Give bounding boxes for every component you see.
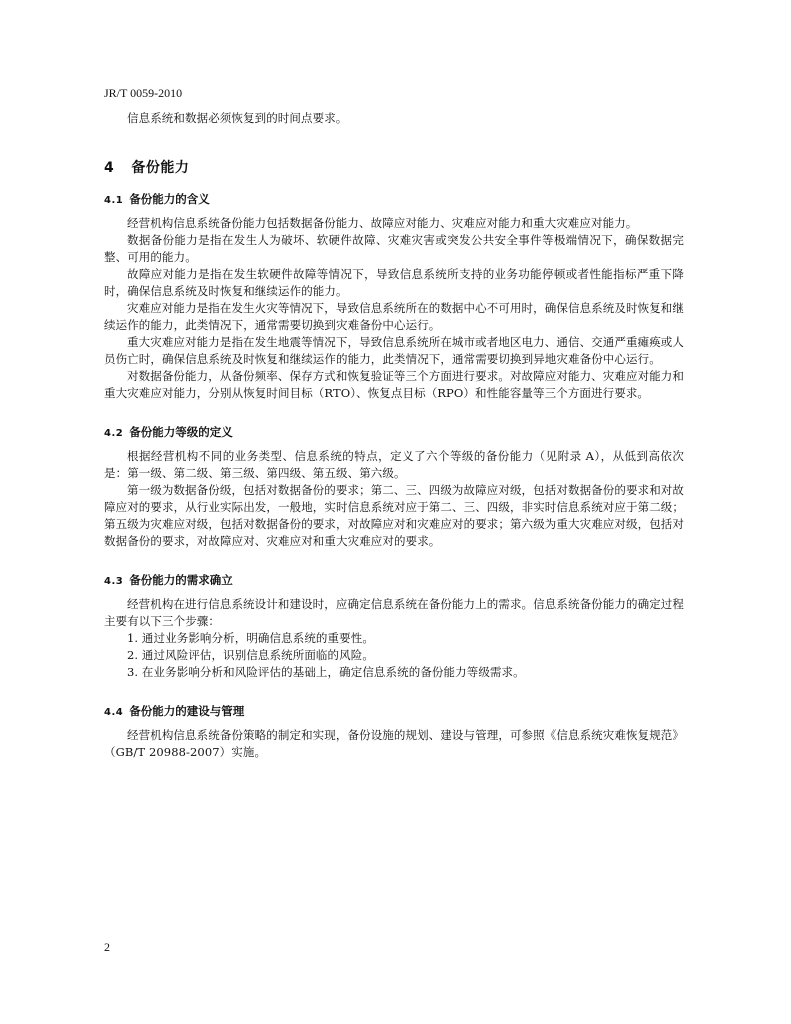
paragraph: 第一级为数据备份级，包括对数据备份的要求；第二、三、四级为故障应对级，包括对数据备份的要求和对故障应对的要求，从行业实际出发，一般地，实时信息系统对应于第二、三、四级，非实时信息系统对应于第二级；第五级为灾难应对级，包括对数据备份的要求，对故障应对和灾难应对的要求；第六级为重大灾难应对级，包括对数据备份的要求，对故障应对、灾难应对和重大灾难应对的要求。: [104, 483, 684, 548]
subsection-number: 4.1: [104, 195, 124, 206]
page-number: 2: [104, 940, 110, 954]
subsection-heading-4-4: [104, 703, 684, 719]
subsection-title: 备份能力的需求确立: [129, 573, 233, 587]
paragraph: 故障应对能力是指在发生软硬件故障等情况下，导致信息系统所支持的业务功能停顿或者性能指标严重下降时，确保信息系统及时恢复和继续运作的能力。: [104, 267, 684, 298]
subsection-number: 4.3: [104, 576, 124, 587]
list-item: 2. 通过风险评估，识别信息系统所面临的风险。: [127, 648, 374, 662]
subsection-heading-4-1: [104, 191, 684, 207]
paragraph: 重大灾难应对能力是指在发生地震等情况下，导致信息系统所在城市或者地区电力、通信、交通严重瘫痪或人员伤亡时，确保信息系统及时恢复和继续运作的能力，此类情况下，通常需要切换到异地灾难备份中心运行。: [104, 335, 684, 366]
paragraph: 数据备份能力是指在发生人为破坏、软硬件故障、灾难灾害或突发公共安全事件等极端情况下，确保数据完整、可用的能力。: [104, 233, 684, 264]
section-heading: [104, 157, 684, 177]
paragraph: 根据经营机构不同的业务类型、信息系统的特点，定义了六个等级的备份能力（见附录 A），从低到高依次是：第一级、第二级、第三级、第四级、第五级、第六级。: [104, 449, 684, 480]
paragraph: 经营机构在进行信息系统设计和建设时，应确定信息系统在备份能力上的需求。信息系统备份能力的确定过程主要有以下三个步骤：: [104, 597, 684, 628]
section-title: 备份能力: [131, 160, 190, 176]
page-content: [104, 110, 684, 761]
list-item: 3. 在业务影响分析和风险评估的基础上，确定信息系统的备份能力等级需求。: [127, 665, 525, 679]
standard-code: JR/T 0059-2010: [104, 86, 183, 100]
paragraph: 对数据备份能力，从备份频率、保存方式和恢复验证等三个方面进行要求。对故障应对能力、灾难应对能力和重大灾难应对能力，分别从恢复时间目标（RTO）、恢复点目标（RPO）和性能容量等三个方面进行要求。: [104, 369, 684, 400]
subsection-title: 备份能力等级的定义: [129, 425, 233, 439]
paragraph: 经营机构信息系统备份策略的制定和实现，备份设施的规划、建设与管理，可参照《信息系统灾难恢复规范》（GB/T 20988-2007）实施。: [104, 728, 684, 759]
continued-paragraph: 信息系统和数据必须恢复到的时间点要求。: [127, 111, 348, 125]
subsection-heading-4-2: [104, 424, 684, 440]
list-item: 1. 通过业务影响分析，明确信息系统的重要性。: [127, 631, 374, 645]
subsection-title: 备份能力的含义: [129, 192, 210, 206]
subsection-number: 4.4: [104, 707, 124, 718]
subsection-number: 4.2: [104, 428, 124, 439]
paragraph: 灾难应对能力是指在发生火灾等情况下，导致信息系统所在的数据中心不可用时，确保信息系统及时恢复和继续运作的能力，此类情况下，通常需要切换到灾难备份中心运行。: [104, 301, 684, 332]
paragraph: 经营机构信息系统备份能力包括数据备份能力、故障应对能力、灾难应对能力和重大灾难应对能力。: [127, 216, 638, 230]
subsection-title: 备份能力的建设与管理: [129, 704, 245, 718]
section-number: 4: [104, 160, 115, 176]
subsection-heading-4-3: [104, 572, 684, 588]
